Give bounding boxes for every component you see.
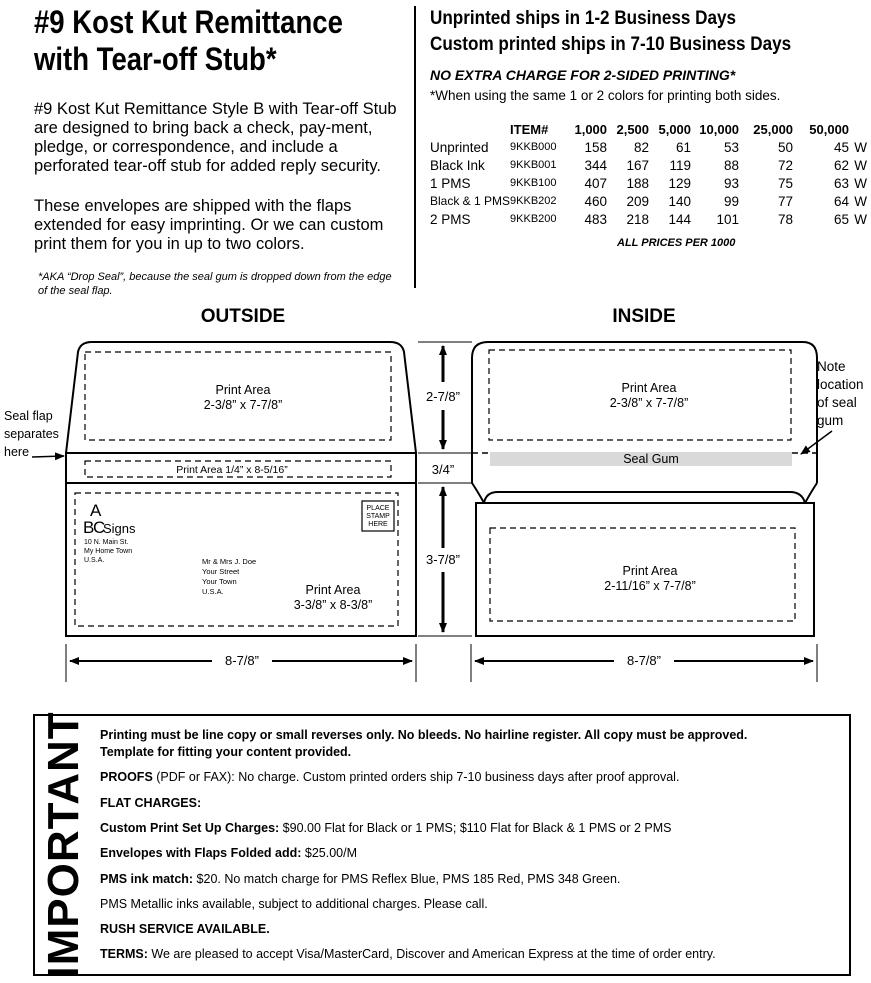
price-cell: 209 [626, 193, 650, 209]
logo-signs: Signs [103, 521, 136, 536]
price-cell: 64 [834, 193, 850, 209]
return-address-line-3: U.S.A. [84, 557, 105, 564]
ship-custom: Custom printed ships in 7-10 Business Days [430, 34, 792, 55]
stamp-line-3: HERE [368, 521, 388, 528]
rush-service: RUSH SERVICE AVAILABLE. [100, 922, 270, 936]
price-cell: 50 [778, 139, 794, 155]
inside-flap-print-area [489, 350, 791, 440]
proofs-label: PROOFS [100, 770, 153, 784]
drop-seal-footnote: *AKA “Drop Seal”, because the seal gum is dropped down from the edge of the seal flap. [38, 271, 392, 297]
header-qty-25000: 25,000 [753, 121, 794, 137]
price-row [430, 192, 867, 210]
dim-body-label: 3-7/8” [426, 552, 460, 567]
recipient-line-3: Your Town [202, 577, 237, 586]
terms-line [100, 947, 716, 962]
important-word: IMPORTANT [39, 711, 88, 979]
inside-flap-print-title: Print Area [621, 381, 677, 395]
price-cell: 483 [584, 211, 608, 227]
return-address-line-2: My Home Town [84, 548, 133, 555]
price-cell: 72 [778, 157, 794, 173]
template-note: Template for fitting your content provided. [100, 745, 352, 759]
row-label: 2 PMS [430, 211, 471, 227]
price-cell: 77 [778, 193, 794, 209]
folded-label: Envelopes with Flaps Folded add: [100, 846, 302, 860]
item-number: 9KKB100 [510, 177, 557, 189]
envelope-diagram [0, 298, 871, 698]
flat-charges-heading: FLAT CHARGES: [100, 796, 202, 810]
inside-label: INSIDE [612, 306, 676, 327]
seal-flap-note-3: here [4, 445, 30, 459]
price-cell: 53 [724, 139, 740, 155]
ship-unprinted: Unprinted ships in 1-2 Business Days [430, 8, 736, 29]
header-qty-10000: 10,000 [699, 121, 740, 137]
shipping-description: These envelopes are shipped with the flaps extended for easy imprinting. Or we can custom print them for you in up to two colors. [34, 197, 384, 253]
return-address-line-1: 10 N. Main St. [84, 539, 129, 546]
header-blank-end [849, 120, 867, 138]
dim-flap-label: 2-7/8” [426, 389, 460, 404]
row-label: Black Ink [430, 157, 485, 173]
inside-body-print-size: 2-11/16” x 7-7/8” [604, 579, 696, 593]
outside-body-print-title: Print Area [305, 583, 361, 597]
inside-body-print-title: Print Area [622, 564, 678, 578]
important-heading [39, 711, 89, 979]
stamp-line-1: PLACE [366, 505, 390, 512]
price-header-row [430, 120, 867, 138]
row-suffix: W [854, 139, 868, 155]
price-cell: 75 [778, 175, 794, 191]
header-qty-1000: 1,000 [574, 121, 608, 137]
proofs-line [100, 770, 679, 785]
inside-envelope [472, 342, 817, 636]
price-row [430, 156, 867, 174]
setup-text: $90.00 Flat for Black or 1 PMS; $110 Flat for Black & 1 PMS or 2 PMS [279, 821, 672, 835]
seal-flap-note-2: separates [4, 427, 59, 441]
inside-right-fold [805, 483, 817, 503]
price-cell: 78 [778, 211, 794, 227]
seal-gum-label: Seal Gum [623, 452, 679, 466]
row-suffix: W [854, 193, 868, 209]
logo-letter-a: A [90, 501, 102, 520]
price-cell: 218 [626, 211, 650, 227]
price-row [430, 138, 867, 156]
seal-flap-arrow [32, 456, 64, 457]
item-number: 9KKB000 [510, 141, 557, 153]
outside-envelope [66, 342, 416, 636]
important-box [33, 711, 851, 979]
row-suffix: W [854, 157, 868, 173]
recipient-line-1: Mr & Mrs J. Doe [202, 557, 257, 566]
header-qty-5000: 5,000 [658, 121, 692, 137]
price-cell: 140 [668, 193, 692, 209]
logo-letter-b: B [83, 518, 95, 537]
folded-line [100, 846, 357, 861]
price-cell: 88 [724, 157, 740, 173]
header-qty-2500: 2,500 [616, 121, 650, 137]
stamp-line-2: STAMP [366, 513, 390, 520]
price-cell: 99 [724, 193, 740, 209]
folded-text: $25.00/M [301, 846, 358, 860]
pms-text: $20. No match charge for PMS Reflex Blue, PMS 185 Red, PMS 348 Green. [193, 872, 621, 886]
row-label: 1 PMS [430, 175, 471, 191]
terms-text: We are pleased to accept Visa/MasterCard, Discover and American Express at the time of order entry. [147, 947, 716, 961]
pms-label: PMS ink match: [100, 872, 194, 886]
prices-per-1000: ALL PRICES PER 1000 [617, 237, 736, 249]
price-cell: 65 [834, 211, 850, 227]
inside-left-fold [472, 483, 484, 503]
product-title [34, 4, 343, 78]
two-sided-note: *When using the same 1 or 2 colors for printing both sides. [430, 88, 781, 103]
proofs-text: (PDF or FAX): No charge. Custom printed orders ship 7-10 business days after proof approval. [152, 770, 680, 784]
stub-print-text: Print Area 1/4” x 8-5/16” [176, 464, 288, 476]
item-number: 9KKB001 [510, 159, 557, 171]
seal-flap-note-1: Seal flap [4, 409, 53, 423]
recipient-line-2: Your Street [202, 567, 240, 576]
price-row [430, 174, 867, 192]
price-cell: 62 [834, 157, 850, 173]
copy-rules: Printing must be line copy or small reverses only. No bleeds. No hairline register. All copy must be approved. [100, 728, 748, 742]
price-cell: 82 [634, 139, 650, 155]
seal-gum-note-4: gum [817, 413, 844, 428]
product-description: #9 Kost Kut Remittance Style B with Tear-off Stub are designed to bring back a check, pay-ment, pledge, or correspondence, and include a perforated tear-off stub for added reply security. [34, 100, 397, 175]
row-suffix: W [854, 175, 868, 191]
outside-flap-print-title: Print Area [215, 383, 271, 397]
seal-gum-note-3: of seal [817, 395, 857, 410]
terms-label: TERMS: [100, 947, 148, 961]
price-cell: 407 [584, 175, 608, 191]
row-label: Unprinted [430, 139, 489, 155]
dim-outside-width: 8-7/8” [225, 653, 259, 668]
setup-label: Custom Print Set Up Charges: [100, 821, 280, 835]
price-cell: 93 [724, 175, 740, 191]
outside-body-print-size: 3-3/8” x 8-3/8” [293, 598, 373, 612]
dim-stub-label: 3/4” [431, 462, 455, 477]
recipient-line-4: U.S.A. [202, 587, 224, 596]
price-cell: 460 [584, 193, 608, 209]
price-cell: 344 [584, 157, 608, 173]
setup-charges-line [100, 821, 671, 836]
seal-gum-note-2: location [817, 377, 864, 392]
row-label: Black & 1 PMS [430, 194, 511, 208]
pms-match-line [100, 872, 620, 887]
abc-signs-logo [83, 501, 136, 537]
title-line-1: #9 Kost Kut Remittance [34, 4, 343, 40]
inside-flap-print-size: 2-3/8” x 7-7/8” [609, 396, 689, 410]
price-cell: 63 [834, 175, 850, 191]
row-suffix: W [854, 211, 868, 227]
seal-gum-note-1: Note [817, 359, 846, 374]
header-item: ITEM# [510, 121, 549, 137]
price-cell: 129 [668, 175, 692, 191]
logo-letter-c: C [93, 518, 106, 537]
price-cell: 101 [716, 211, 740, 227]
price-cell: 167 [626, 157, 650, 173]
header-blank [430, 120, 510, 138]
price-cell: 144 [668, 211, 692, 227]
column-divider [414, 6, 416, 288]
dim-inside-width: 8-7/8” [627, 653, 661, 668]
price-cell: 119 [669, 157, 692, 173]
no-extra-charge: NO EXTRA CHARGE FOR 2-SIDED PRINTING* [430, 67, 736, 83]
inside-pocket-flap [484, 492, 805, 503]
price-cell: 188 [626, 175, 650, 191]
item-number: 9KKB200 [510, 213, 557, 225]
title-line-2: with Tear-off Stub* [34, 41, 277, 77]
price-table [430, 120, 867, 228]
metallic-line: PMS Metallic inks available, subject to additional charges. Please call. [100, 897, 488, 911]
item-number: 9KKB202 [510, 195, 557, 207]
header-qty-50000: 50,000 [809, 121, 850, 137]
price-row [430, 210, 867, 228]
outside-flap-print-size: 2-3/8” x 7-7/8” [203, 398, 283, 412]
price-cell: 61 [676, 139, 692, 155]
price-cell: 158 [584, 139, 608, 155]
outside-label: OUTSIDE [200, 306, 286, 327]
price-cell: 45 [834, 139, 850, 155]
